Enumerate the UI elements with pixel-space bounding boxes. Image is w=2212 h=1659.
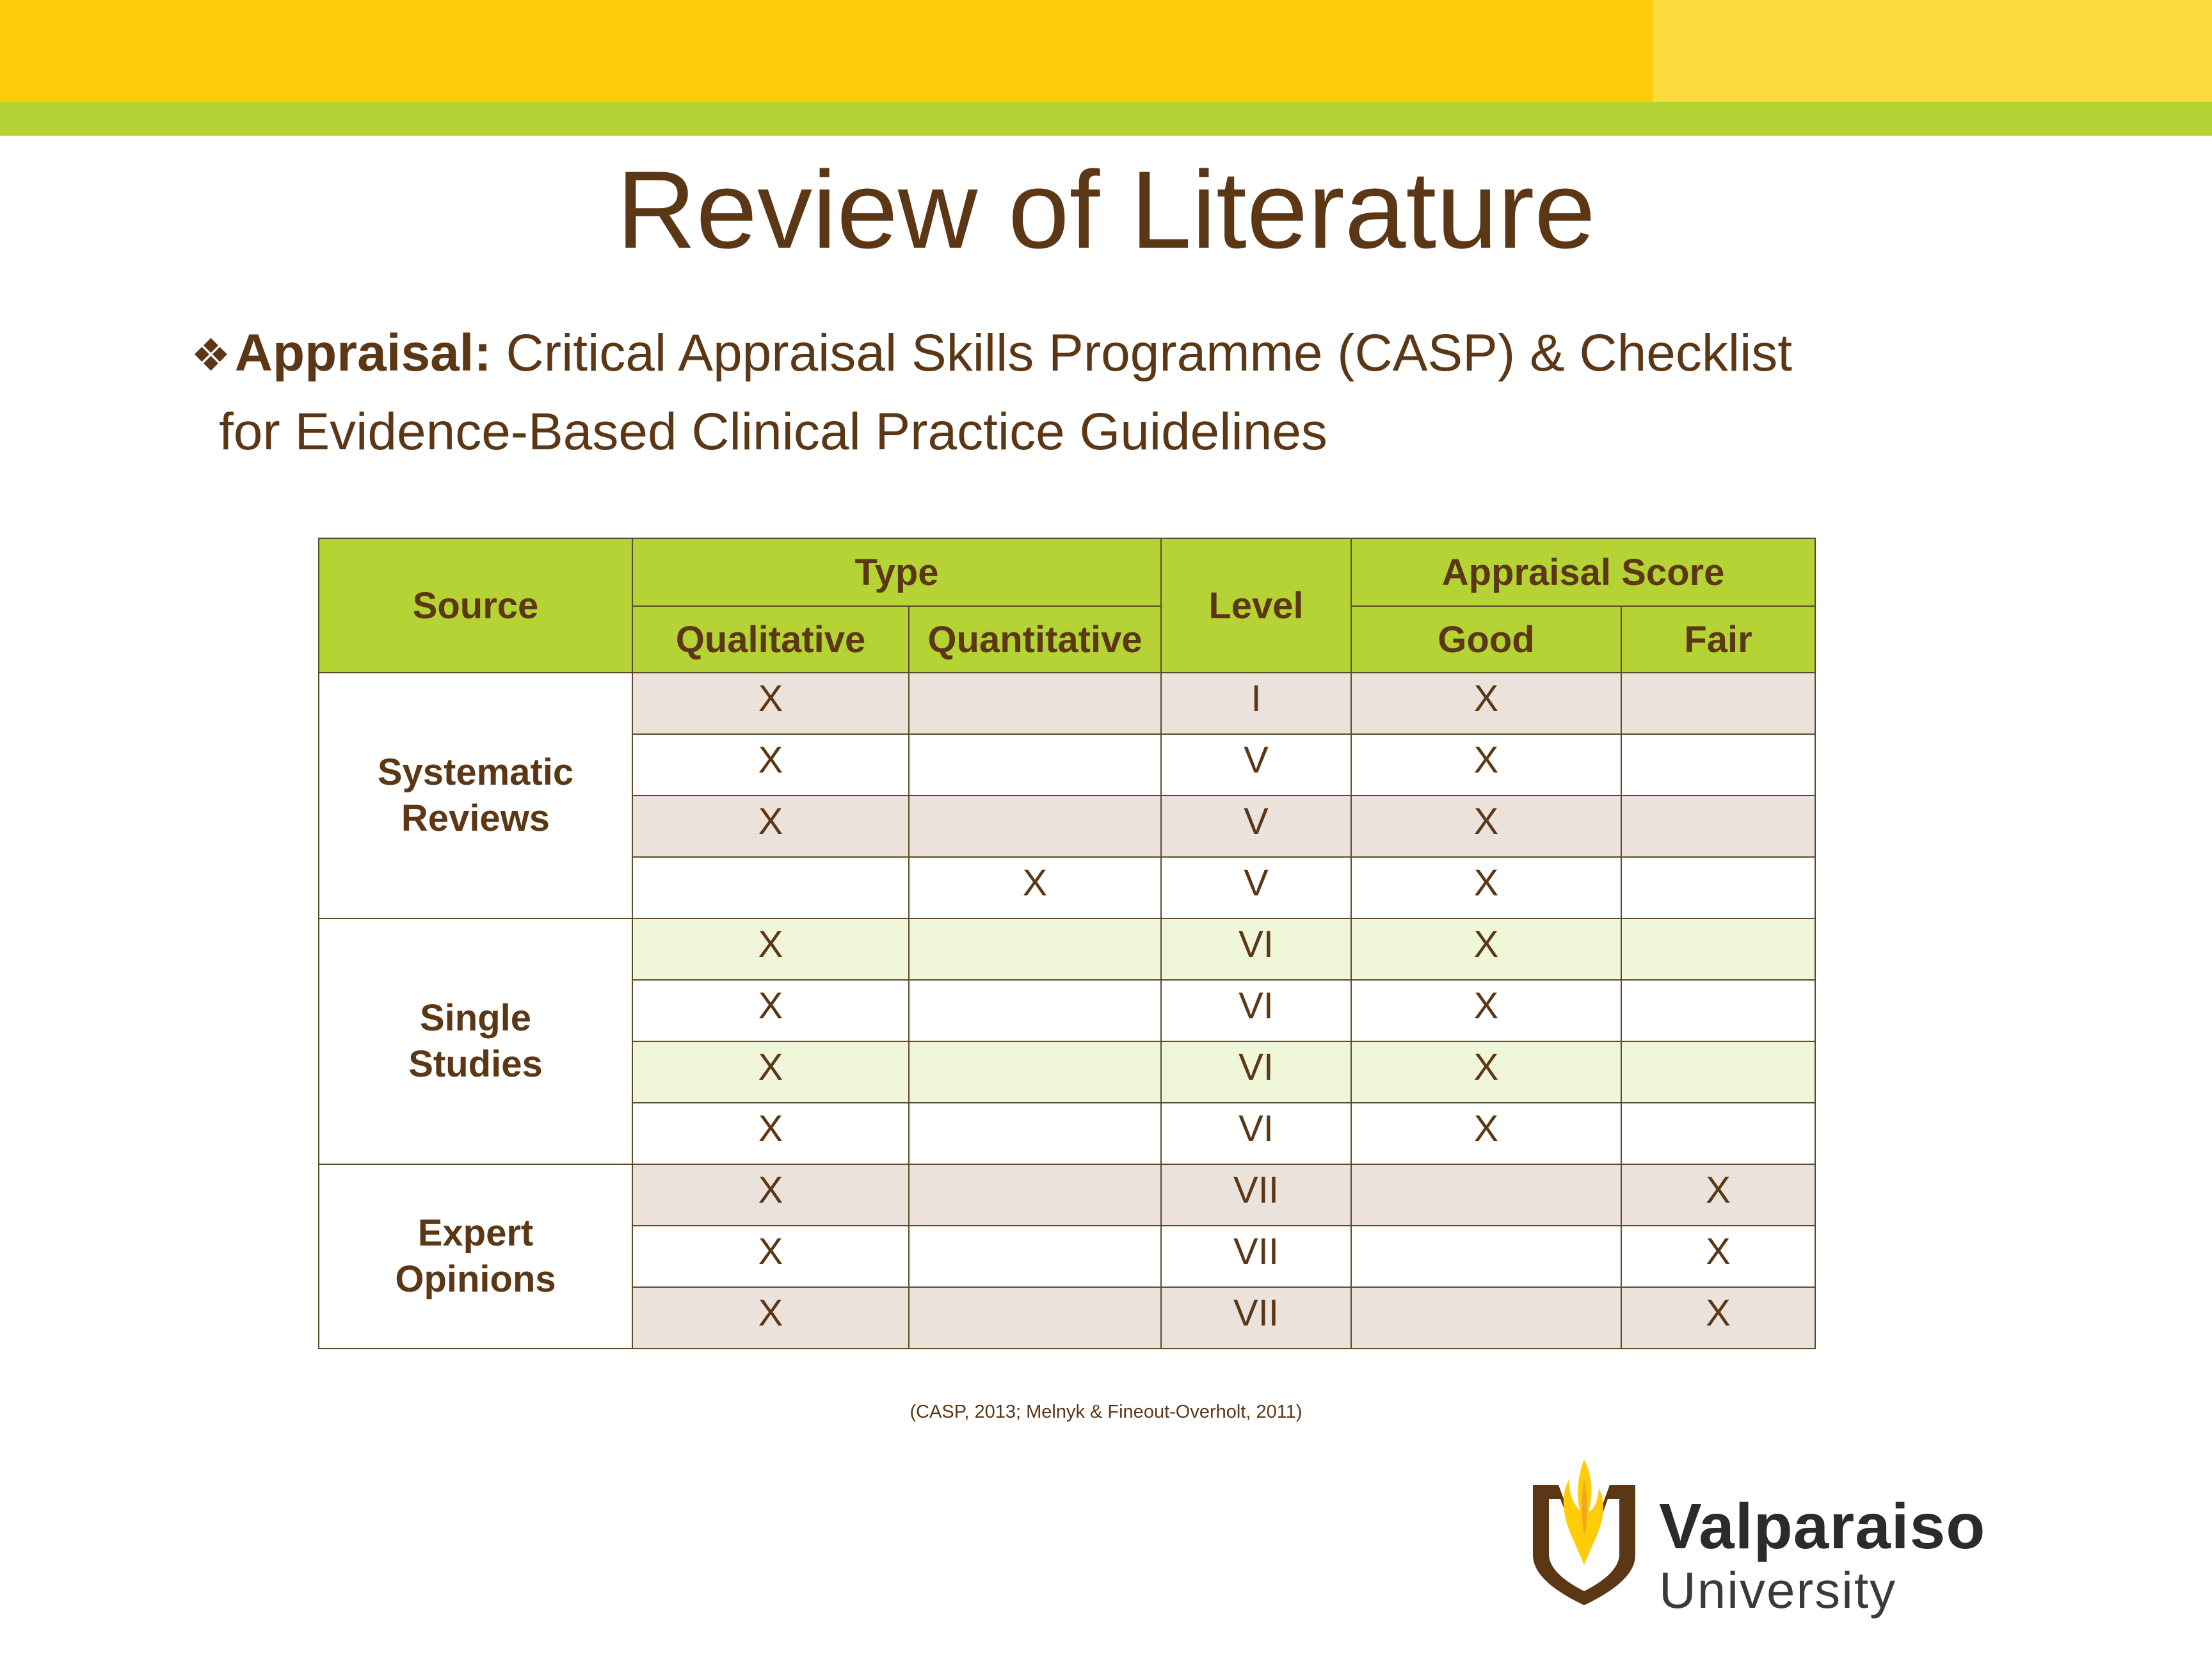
source-single-studies [319, 918, 632, 1164]
source-expert-opinions [319, 1164, 632, 1349]
logo-name: Valparaiso [1659, 1491, 1986, 1562]
cell-fair [1621, 857, 1815, 918]
citation: (CASP, 2013; Melnyk & Fineout-Overholt, 2011) [910, 1402, 1302, 1422]
header-type: Type [632, 538, 1161, 606]
cell-qualitative: X [632, 1103, 909, 1164]
header-qualitative: Qualitative [632, 606, 909, 673]
header-quantitative: Quantitative [909, 606, 1161, 673]
source-label-line2: Opinions [395, 1258, 556, 1300]
cell-fair [1621, 1041, 1815, 1103]
source-label-line1: Single [419, 997, 532, 1039]
source-label-line2: Reviews [401, 797, 550, 839]
cell-qualitative: X [632, 1287, 909, 1349]
cell-qualitative: X [632, 918, 909, 980]
cell-level: VI [1161, 1041, 1351, 1103]
cell-good [1351, 1287, 1621, 1349]
header-band-green [0, 102, 2212, 136]
university-logo-text [1659, 1491, 1985, 1619]
header-good: Good [1351, 606, 1621, 673]
cell-good: X [1351, 796, 1621, 857]
source-systematic-reviews [319, 673, 632, 918]
cell-level: V [1161, 857, 1351, 918]
appraisal-table [318, 538, 1816, 1349]
cell-quantitative [909, 918, 1161, 980]
table-row [319, 1164, 1815, 1226]
header-level: Level [1161, 538, 1351, 673]
cell-fair: X [1621, 1164, 1815, 1226]
cell-quantitative [909, 1164, 1161, 1226]
cell-qualitative: X [632, 1041, 909, 1103]
cell-good: X [1351, 980, 1621, 1041]
cell-good: X [1351, 1041, 1621, 1103]
cell-good: X [1351, 673, 1621, 734]
cell-qualitative: X [632, 1226, 909, 1287]
cell-fair [1621, 980, 1815, 1041]
cell-quantitative [909, 1041, 1161, 1103]
header-appraisal-score: Appraisal Score [1351, 538, 1815, 606]
header-source: Source [319, 538, 632, 673]
cell-qualitative: X [632, 1164, 909, 1226]
cell-quantitative [909, 673, 1161, 734]
cell-fair [1621, 734, 1815, 796]
cell-good: X [1351, 918, 1621, 980]
subtitle-text-line1: Critical Appraisal Skills Programme (CASP) & Checklist [491, 324, 1793, 382]
cell-qualitative: X [632, 673, 909, 734]
cell-level: I [1161, 673, 1351, 734]
cell-quantitative [909, 1287, 1161, 1349]
diamond-bullet-icon: ❖ [191, 330, 231, 380]
cell-good [1351, 1226, 1621, 1287]
cell-qualitative: X [632, 980, 909, 1041]
cell-level: V [1161, 796, 1351, 857]
table-row [319, 918, 1815, 980]
cell-fair [1621, 673, 1815, 734]
torch-shield-icon [1530, 1459, 1639, 1607]
slide-title: Review of Literature [616, 148, 1596, 271]
cell-quantitative [909, 980, 1161, 1041]
cell-fair [1621, 796, 1815, 857]
cell-qualitative: X [632, 796, 909, 857]
header-band-yellow [0, 0, 1653, 102]
source-label-line1: Systematic [377, 751, 574, 793]
subtitle-text-line2: for Evidence-Based Clinical Practice Guidelines [219, 403, 1327, 461]
cell-good [1351, 1164, 1621, 1226]
cell-fair [1621, 1103, 1815, 1164]
cell-quantitative [909, 1226, 1161, 1287]
cell-qualitative: X [632, 734, 909, 796]
header-band-yellow-light [1653, 0, 2212, 102]
source-label-line2: Studies [408, 1043, 543, 1085]
table-header-row [319, 538, 1815, 606]
cell-fair [1621, 918, 1815, 980]
cell-level: VII [1161, 1226, 1351, 1287]
cell-good: X [1351, 1103, 1621, 1164]
cell-level: V [1161, 734, 1351, 796]
cell-good: X [1351, 734, 1621, 796]
cell-quantitative [909, 1103, 1161, 1164]
cell-good: X [1351, 857, 1621, 918]
slide-subtitle [191, 315, 1957, 470]
cell-quantitative [909, 796, 1161, 857]
cell-quantitative [909, 734, 1161, 796]
cell-level: VII [1161, 1164, 1351, 1226]
cell-qualitative [632, 857, 909, 918]
cell-quantitative: X [909, 857, 1161, 918]
logo-sub: University [1659, 1562, 1897, 1619]
cell-level: VI [1161, 1103, 1351, 1164]
source-label-line1: Expert [417, 1212, 534, 1254]
cell-fair: X [1621, 1287, 1815, 1349]
subtitle-label: Appraisal: [234, 324, 492, 382]
header-fair: Fair [1621, 606, 1815, 673]
table-row [319, 673, 1815, 734]
cell-level: VI [1161, 918, 1351, 980]
cell-fair: X [1621, 1226, 1815, 1287]
cell-level: VII [1161, 1287, 1351, 1349]
cell-level: VI [1161, 980, 1351, 1041]
